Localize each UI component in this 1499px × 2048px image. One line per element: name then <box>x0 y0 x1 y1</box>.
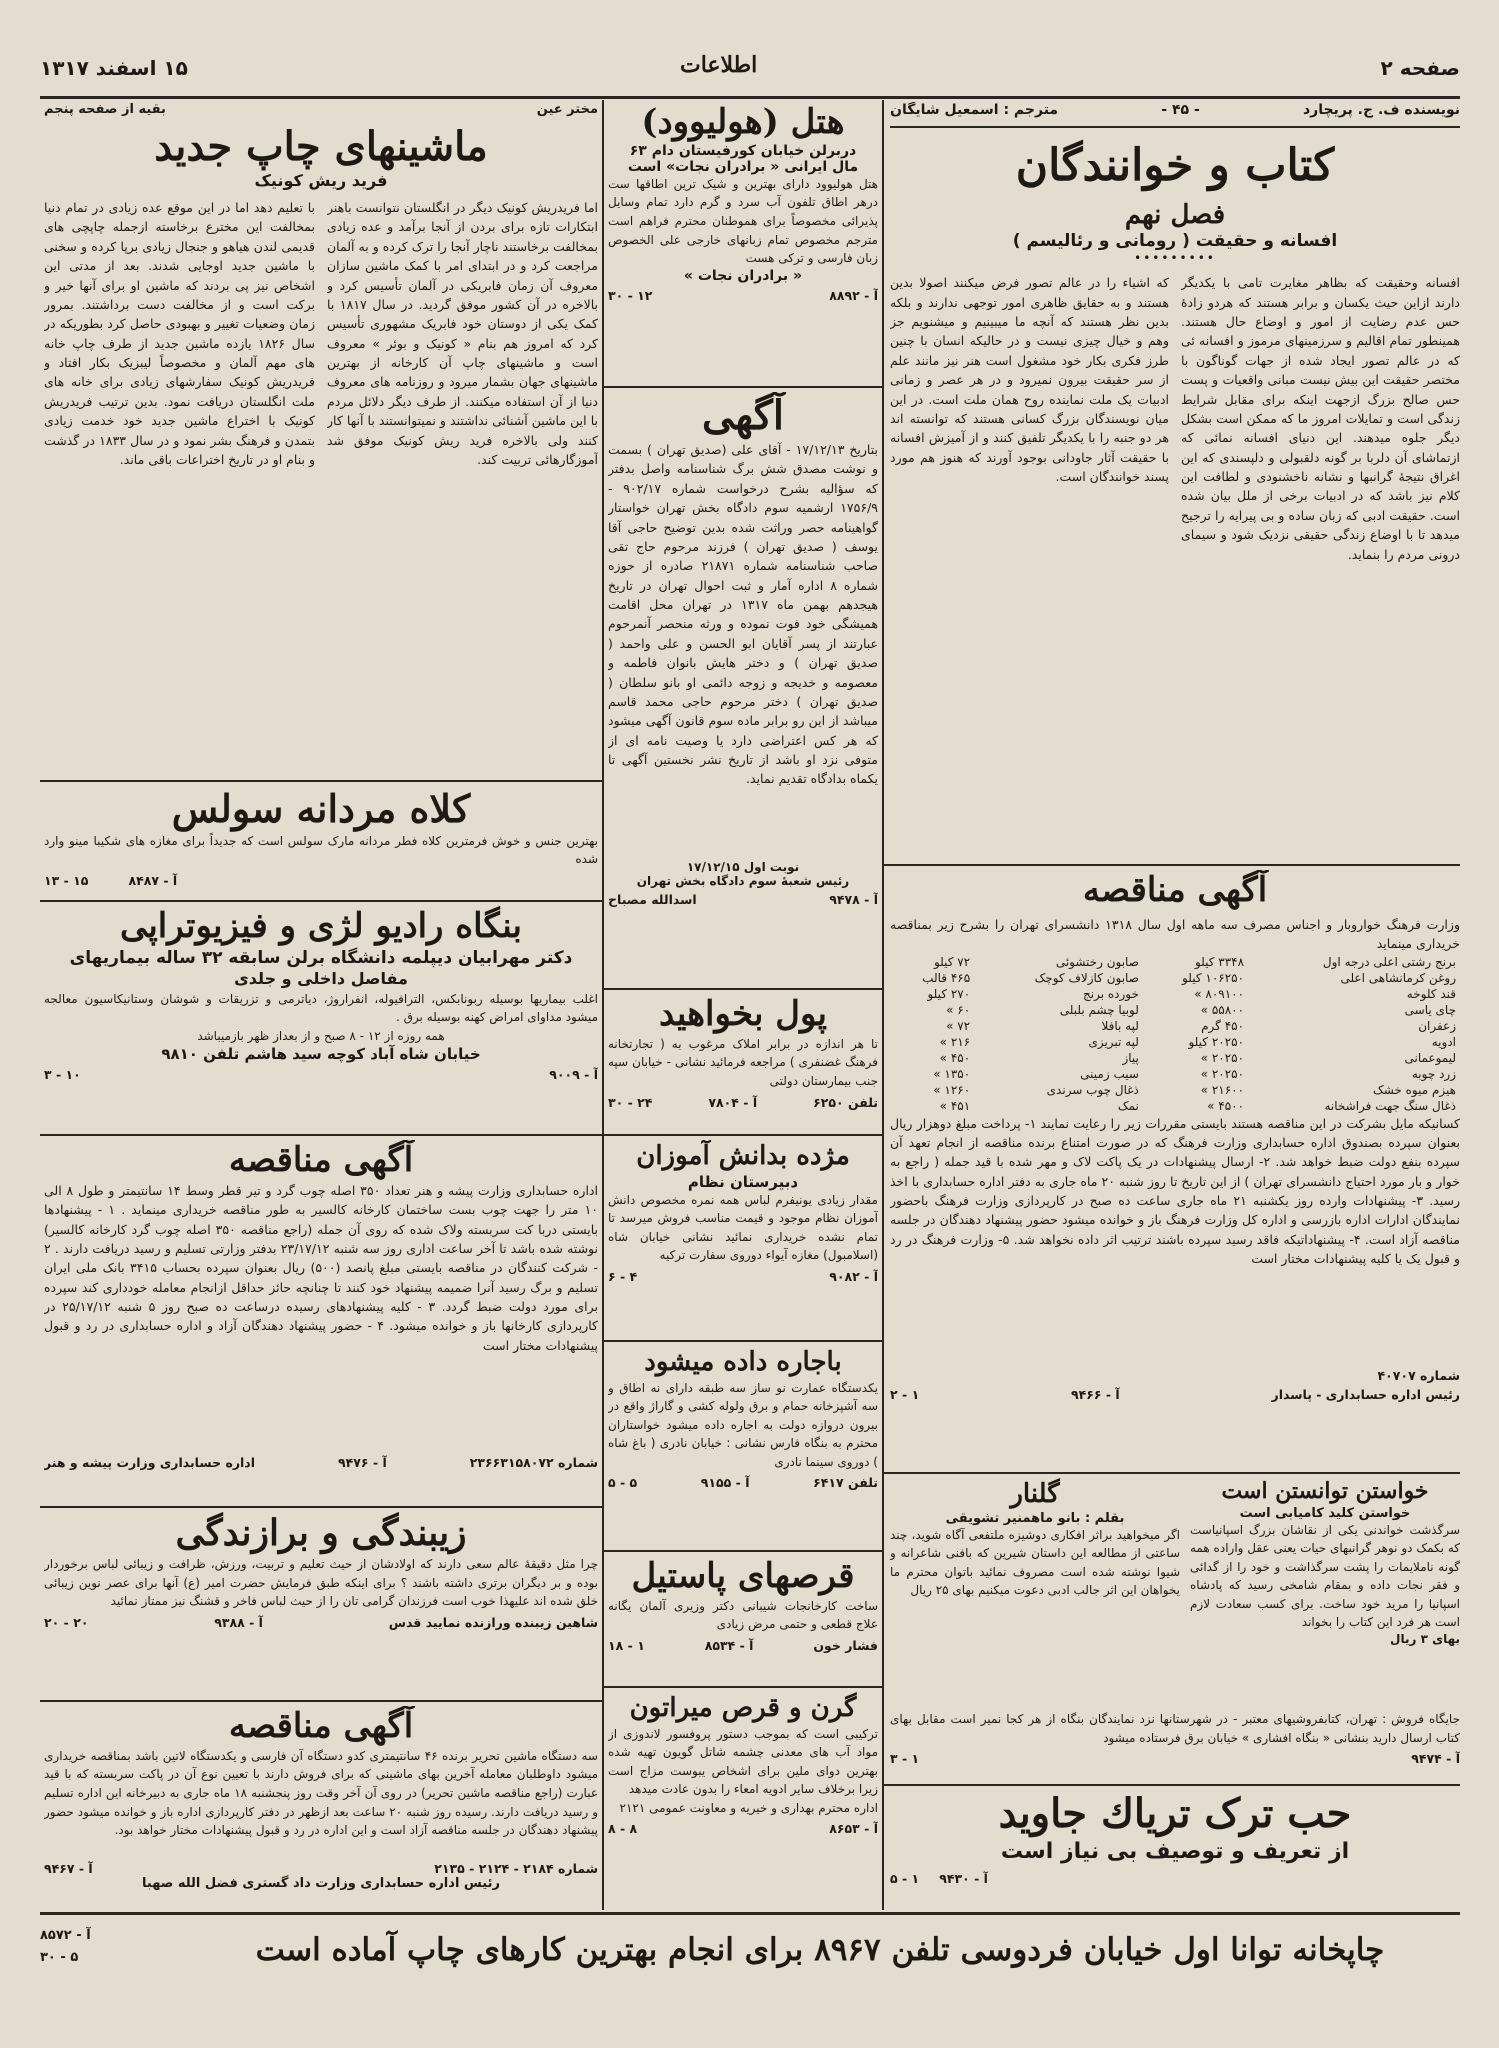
hats-date: ۱۵ - ۱۳ <box>44 872 89 888</box>
pastil-ad <box>608 1556 878 1682</box>
tender-right-adnum: آ - ۹۴۶۶ <box>1071 1386 1120 1402</box>
printing-subtitle: فرید ریش کونیک <box>254 171 388 190</box>
money-ad <box>608 994 878 1130</box>
footer-banner <box>40 1920 1460 1990</box>
wish-title: خواستن توانستن است <box>1221 1478 1429 1504</box>
school-ad <box>608 1140 878 1336</box>
tender-cell: ۷۲ کیلو <box>933 954 971 969</box>
tender-cell: ۴۵۰۰ » <box>1207 1098 1245 1113</box>
tender-right-table <box>890 954 1460 1114</box>
section-rule <box>40 1506 602 1508</box>
tender-row <box>890 1082 1460 1098</box>
hotel-ad <box>608 102 878 382</box>
beauty-date: ۲۰ - ۲۰ <box>44 1614 89 1630</box>
tender-cell: لوبیا چشم بلبلی <box>1059 1002 1139 1017</box>
beauty-adnum: آ - ۹۳۸۸ <box>214 1614 263 1630</box>
tender-cell: پیاز <box>1122 1050 1139 1065</box>
footer-num-right: آ - ۸۵۷۲ <box>40 1928 91 1943</box>
pastil-date: ۱ - ۱۸ <box>608 1637 645 1653</box>
radio-title: بنگاه رادیو لژی و فیزیوتراپی <box>120 906 522 946</box>
page-label: صفحه ۲ <box>1380 56 1460 80</box>
radio-doctor: دکتر مهرابیان دیپلمه دانشگاه برلن سابقه ۳۲ ساله بیماریهای <box>69 947 573 968</box>
golnar-author: بقلم : بانو ماهمنیر تشویقی <box>945 1510 1125 1526</box>
wish-price: بهای ۳ ریال <box>1390 1632 1460 1647</box>
wish-subtitle: خواستن کلید کامیابی است <box>1239 1505 1411 1521</box>
tender-cell: نمک <box>1117 1098 1139 1113</box>
hotel-body: هتل هولیوود دارای بهترین و شیک ترین اطاقها ست درهر اطاق تلفون آب سرد و گرم دارد تمام وسایل پذیرائی مخصوصاً برای هموطنان محترم فراهم است مترجم مخصوص تمام زبانهای خارجی علی الخصوص زبان فارسی و ترکی هست <box>608 176 878 266</box>
tender-bottom-office: رئیس اداره حسابداری وزارت داد گستری فضل الله صهبا <box>142 1875 500 1891</box>
tender-cell: روغن کرمانشاهی اعلی <box>1340 970 1456 985</box>
tender-cell: ذغال چوب سرندی <box>1046 1082 1139 1097</box>
footer-rule <box>40 1912 1460 1915</box>
serial-subtitle: افسانه و حقیقت ( رومانی و رئالیسم ) <box>1012 231 1338 252</box>
tender-cell: چای یاسی <box>1404 1002 1456 1017</box>
rent-ad <box>608 1346 878 1546</box>
meraton-title: گرن و قرص میراتون <box>629 1693 857 1723</box>
tender-left-adnum: آ - ۹۴۷۶ <box>338 1454 387 1470</box>
hats-body: بهترین جنس و خوش فرمترین کلاه فطر مردانه مارک سولس است که جدیداً برای مغازه های شکیبا مینو وارد شده <box>44 833 598 867</box>
tender-row <box>890 970 1460 986</box>
general-notice <box>608 392 878 984</box>
rent-body: یکدستگاه عمارت نو ساز سه طبقه دارای نه اطاق و سه آشپزخانه حمام و برق ولوله کشی و گاراژ واقع در بیرون دروازه دولت به اجاره داده میشود خواستاران محترم به بنگاه فارس نشانی : خیابان نادری ( باغ شاه ) دوروی سینما نادری <box>608 1380 878 1469</box>
tender-cell: ۱۳۵۰ » <box>933 1066 971 1081</box>
opium-title: حب ترک تریاك جاوید <box>998 1790 1352 1837</box>
tender-cell: لپه بافلا <box>1101 1018 1139 1033</box>
serial-chapter: فصل نهم <box>1124 199 1226 230</box>
tender-bottom-body: سه دستگاه ماشین تحریر برنده ۴۶ سانتیمتری کدو دستگاه آن فارسی و یکدستگاه لاتین باشد بمناقصه خریداری میشود داوطلبان معامله آخرین بهای ماشینی که برای فروش دارند با تعیین نوع آن در پاکت سربسته که با قید عبارت (راجع مناقصه ماشین تحریر) در روی آن آخر وقت روز پنجشنبه ۱۸ ماه جاری به دبیرخانه این اداره تسلیم و رسید دریافت دارند. رسیده روز شنبه ۲۰ ساعت بعد ازظهر در دفتر کارپردازی اداره باز و خوانده میشود حضور پیشنهاد دهندگان در جلسه مناقصه آزاد است و این اداره در رد و قبول پیشنهادات مختار خواهد بود. <box>44 1748 598 1838</box>
pastil-adnum: آ - ۸۵۳۴ <box>704 1637 754 1653</box>
tender-cell: ۲۱۶ » <box>939 1034 971 1049</box>
issue-date: ۱۵ اسفند ۱۳۱۷ <box>40 56 188 80</box>
section-rule <box>604 988 882 990</box>
section-rule <box>604 1686 882 1688</box>
tender-ad-left <box>44 1140 598 1504</box>
tender-right-title: آگهی مناقصه <box>1082 870 1268 910</box>
sale-date: ۱ - ۳ <box>890 1751 920 1767</box>
meraton-date: ۸ - ۸ <box>608 1821 638 1837</box>
tender-cell: ۷۲ » <box>946 1018 971 1033</box>
beauty-title: زیبندگی و برازندگی <box>175 1512 467 1554</box>
money-title: پول بخواهید <box>658 994 828 1034</box>
serial-title: کتاب و خوانندگان <box>1015 140 1335 191</box>
serial-number: - ۴۵ - <box>1161 102 1200 118</box>
hats-title: کلاه مردانه سولس <box>171 786 471 831</box>
tender-cell: ۲۰۲۵۰ » <box>1200 1066 1245 1081</box>
money-date: ۲۴ - ۳۰ <box>608 1094 653 1110</box>
tender-cell: ۲۷۰ کیلو <box>927 986 971 1001</box>
book-golnar-ad <box>890 1478 1180 1708</box>
tender-cell: خورده برنج <box>1083 986 1139 1001</box>
printing-column-right: اما فریدریش کونیک دیگر در انگلستان نتوانست باهنر ابتکارات تازه برای بردن از آنجا برآمد و عده زیادی بمخالفت برخاستند ناچار آنجا را ترک کرده و به آلمان مراجعت کرد و در ابتدای امر با کمک ماشین سازان معروف آن زمان فابریکی در آلمان تأسیس کرد و بالاخره در آن کشور موفق گردید. در سال ۱۸۱۷ با کمک یکی از دوستان خود فابریک مشهوری تأسیس کرد که امروز هم بنام « کونیک و بوئر » معروف است و ماشینهای چاپ آن کارخانه از بهترین ماشینهای جهان بشمار میرود و روزنامه های معروف دنیا از آن استفاده میکنند. از طرف دیگر دلائل مردم با این ماشین آشنائی نداشتند و نمیتوانستند با آنها کار کنند ولی بالاخره فرید ریش کونیک موفق شد آموزگارهائی تربیت کند. <box>327 200 598 467</box>
column-divider <box>882 100 884 1910</box>
tender-cell: هیزم میوه خشک <box>1372 1082 1456 1097</box>
tender-row <box>890 986 1460 1002</box>
footer-text: چاپخانه توانا اول خیابان فردوسی تلفن ۸۹۶۷ برای انجام بهترین کارهای چاپ آماده است <box>255 1932 1385 1968</box>
meraton-body: ترکیبی است که بموجب دستور پروفسور لاندوزی از مواد آب های معدنی چشمه شاتل گویون تهیه شده بهترین دوای ملین برای اشخاص یبوست مزاج است زیرا برخلاف سایر ادویه امعاء را بدون عادت میدهد <box>608 1726 878 1797</box>
printing-article <box>44 102 598 778</box>
tender-cell: برنج رشتی اعلی درجه اول <box>1322 954 1456 969</box>
tender-cell: ۱۲۶۰ » <box>933 1082 971 1097</box>
radio-body: اغلب بیماریها بوسیله ربونابکس، الترافیوله، انفراروژ، دیاترمی و تزریقات و شوشان وستانیکاسیون معالجه میشود مداوای امراض کهنه بوسیله برق . <box>44 991 598 1025</box>
tender-row <box>890 1098 1460 1114</box>
tender-ad-right <box>890 870 1460 1470</box>
tender-cell: ادویه <box>1431 1034 1456 1049</box>
tender-cell: ۴۵۱ » <box>939 1098 971 1113</box>
printing-title: ماشینهای چاپ جدید <box>154 123 488 170</box>
beauty-ad <box>44 1512 598 1696</box>
radio-ad <box>44 906 598 1130</box>
notice-body: بتاریخ ۱۷/۱۲/۱۳ - آقای علی (صدیق تهران ) بسمت و نوشت مصدق شش برگ شناسنامه واصل بدفتر که سؤالیه بشرح درخواست شماره ۹۰۲/۱۷ - ۱۷۵۶/۹ ارشمیه سوم دادگاه بخش تهران خواستار گواهینامه حصر وراثت شده بدین توضیح حاجی آقا یوسف ( صدیق تهران ) فرزند مرحوم حاج تقی صاحب شناسنامه شماره ۲۱۸۷۱ صادره از حوزه شماره ۸ اداره آمار و ثبت احوال تهران در تاریخ هیجدهم بهمن ماه ۱۳۱۷ در تهران محل اقامت همیشگی خود فوت نموده و ورثه منحصر آنمرحوم عبارتند از پسر آقایان ابو الحسن و علی واحمد ( صدیق تهران ) و دختر هایش بانوان فاطمه و معصومه و خدیجه و زوجه دائمی او بانو سلطان ( صدیق تهران ) دختر مرحوم حاجی محمد قاسم میباشد از این رو برابر ماده سوم قانون آگهی میشود که هر کس اعتراضی دارد یا وصیت نامه ای از متوفی نزد او باشد از تاریخ نشر نخستین آگهی تا یکماه بدادگاه تقدیم نماید. <box>608 442 878 787</box>
money-body: تا هر اندازه در برابر املاک مرغوب به ( تجارتخانه فرهنگ غضنفری ) مراجعه فرمائید نشانی - خیابان سپه جنب بیمارستان دولتی <box>608 1036 878 1088</box>
meraton-adnum: آ - ۸۶۵۳ <box>829 1821 878 1837</box>
tender-cell: سیب زمینی <box>1080 1066 1139 1081</box>
rent-adnum: آ - ۹۱۵۵ <box>700 1475 750 1491</box>
tender-row <box>890 1018 1460 1034</box>
opium-date: ۱ - ۵ <box>890 1870 920 1886</box>
radio-hours: همه روزه از ۱۲ - ۸ صبح و از بعداز ظهر بازمیباشد <box>197 1028 445 1043</box>
serial-author: نویسنده ف. ج. پریچارد <box>1302 102 1460 118</box>
radio-specialty: مفاصل داخلی و جلدی <box>234 968 408 988</box>
notice-title: آگهی <box>702 392 784 439</box>
footer-num-left: ۵ - ۳۰ <box>40 1950 79 1965</box>
serial-column-left: که اشیاء را در عالم تصور فرض میکنند اصولا بدین هستند و به حقایق ظاهری امور توجهی ندارند و بلکه بدین نظر هستند که آنچه ما میبینیم و میشنویم جز وهم و خیال چیزی نیست و در حالیکه انسان با چنین طرز فکری بکار خود مشغول است هنر نیز مانند علم از سر حقیقت بیرون نمیرود و در هر عصر و زمانی ادبیات یک ملت نماینده روح همان ملت است. در این میان نویسندگان بزرگ کسانی هستند که توانسته اند هر دو جنبه را با یکدیگر تلفیق کنند و از آمیزش افسانه با حقیقت آثار جاودانی بوجود آورند که هنوز هم مورد پسند خوانندگان است. <box>890 275 1169 485</box>
tender-row <box>890 1066 1460 1082</box>
tender-bottom-title: آگهی مناقصه <box>228 1706 414 1746</box>
wish-body: سرگذشت خواندنی یکی از نقاشان بزرگ اسپانیاست که بکمک دو نوهر گرانبهای حیات یعنی عقل واراده همه گونه ناملایمات را پشت سرگذاشت و خود را از گدائی و فقر نجات داده و بمقام شامخی رسید که پادشاه اسپانیا را مرید خود ساخت. برای کسب سعادت لازم است هر فرد این کتاب را بخواند <box>1190 1522 1460 1630</box>
hotel-line2: مال ایرانی « برادران نجات» است <box>627 158 859 175</box>
tender-cell: زرد چوبه <box>1411 1066 1456 1081</box>
section-rule <box>40 1700 602 1702</box>
school-title: مژده بدانش آموزان <box>636 1141 850 1171</box>
rent-title: باجاره داده میشود <box>644 1347 842 1377</box>
hotel-line1: دربرلن خیابان کورفیستان دام ۶۳ <box>629 142 857 159</box>
serial-ornament: ••••••••• <box>1134 251 1216 266</box>
beauty-shop: شاهین زیبنده ورازنده نمایید قدس <box>388 1614 598 1630</box>
tender-row <box>890 1034 1460 1050</box>
tender-left-body: اداره حسابداری وزارت پیشه و هنر تعداد ۳۵۰ اصله چوب گرد و تیر قطر وسط ۱۴ سانتیمتر و طول ۸ الی ۱۰ متر را جهت چوب بست ساختمان کارخانه کالسیر به طور مناقصه خریداری مینماید . ۱ - پیشنهادها بایستی دربا کت سربسته ولاک شده که روی آن جمله (راجع مناقصه ۳۵۰ اصله چوب گرد کارخانه کالسیر) نوشته شده باشد تا آخر ساعت اداری روز سه شنبه ۲۳/۱۷/۱۲ بدفتر وزارتی تسلیم و رسید دریافت دارند . ۲ - شرکت کنندگان در مناقصه بایستی مبلغ پانصد (۵۰۰) ریال بعنوان سپرده بحساب ۳۴۱۵ بانک ملی ایران تسلیم و برگ رسید آنرا ضمیمه پیشنهاد خود کنند تا چنانچه حائز حداقل ازانجام معامله خودداری کند سپرده برای مورد دولت ضبط گردد. ۳ - کلیه پیشنهادهای رسیده درساعت ده صبح روز ۵ شنبه ۲۵/۱۷/۱۲ در کارپردازی کارخانها باز و خوانده میشود. ۴ - حضور پیشنهاد دهندگان آزاد و اداره حسابداری در رد و قبول پیشنهادات مختار است <box>44 1182 598 1353</box>
hotel-adnum: آ - ۸۸۹۲ <box>829 287 878 303</box>
tender-cell: ۴۵۰ » <box>939 1050 971 1065</box>
tender-cell: ۲۱۶۰۰ » <box>1200 1082 1245 1097</box>
notice-date: نوبت اول ۱۷/۱۲/۱۵ <box>686 860 800 874</box>
golnar-title: گلنار <box>1010 1479 1060 1509</box>
school-subtitle: دبیرستان نظام <box>687 1172 799 1191</box>
book-wish-ad <box>1190 1478 1460 1708</box>
opium-adnum: آ - ۹۴۳۰ <box>939 1870 988 1886</box>
tender-left-title: آگهی مناقصه <box>228 1140 414 1180</box>
tender-cell: ۲۰۲۵۰ کیلو <box>1188 1034 1245 1049</box>
meraton-agent: اداره محترم بهداری و خیریه و معاونت عمومی ۲۱۲۱ <box>619 1800 878 1815</box>
serial-rule <box>890 126 1460 128</box>
printing-byline: بقیه از صفحه پنجم <box>44 102 166 117</box>
tender-row <box>890 1050 1460 1066</box>
school-date: ۴ - ۶ <box>608 1268 638 1284</box>
section-rule <box>40 900 602 902</box>
tender-cell: ۴۶۵ قالب <box>922 970 971 985</box>
serial-story <box>890 102 1460 862</box>
hotel-signature: « برادران نجات » <box>683 267 803 284</box>
tender-right-chief: رئیس اداره حسابداری - پاسدار <box>1271 1386 1460 1402</box>
tender-cell: ذغال سنگ جهت فراشخانه <box>1324 1098 1456 1113</box>
tender-cell: ۵۵۸۰۰ » <box>1200 1002 1245 1017</box>
money-adnum: آ - ۷۸۰۴ <box>708 1094 758 1110</box>
pastil-body: ساخت کارخانجات شیبانی دکتر وزیری آلمان یگانه علاج قطعی و حتمی مرض زیادی <box>608 1598 878 1632</box>
pastil-title: قرصهای پاستیل <box>631 1556 855 1596</box>
tender-left-number: شماره ۲۳۶۶۳۱۵۸۰۷۲ <box>469 1454 598 1470</box>
beauty-body: چرا مثل دقیقهٔ عالم سعی دارند که اولادشان از حیث تعلیم و تربیت، ورزش، ظرافت و زیبائی لباس برخوردار بوده و بر دیگران برتری داشته باشند ؟ برای اینکه طبق فرمایش حضرت امیر (ع) آنها برای عصر نوین زیبائی خلق شده اند علیهذا خوب است فرزندان گرامی تان را از حیث لباس فاخر و قشنگ نیز ممتاز نمائید <box>44 1557 598 1609</box>
tender-cell: ۲۰۲۵۰ » <box>1200 1050 1245 1065</box>
hats-adnum: آ - ۸۴۸۷ <box>128 872 178 888</box>
tender-right-intro: وزارت فرهنگ خواروبار و اجناس مصرف سه ماهه اول سال ۱۳۱۸ دانشسرای تهران را بشرح زیر بمناقصه خریداری مینماید <box>890 916 1460 952</box>
school-body: مقدار زیادی یونیفرم لباس همه نمره مخصوص دانش آموزان نظام موجود و قیمت مناسب فروش میرسد تا تمام نشده خریداری نمائید نشانی خیابان شاه (اسلامبول) مغازه آیواء دوروی سفارت ترکیه <box>608 1192 878 1263</box>
money-phone: تلفن ۶۲۵۰ <box>813 1094 878 1110</box>
tender-row <box>890 954 1460 970</box>
section-rule <box>604 1340 882 1342</box>
tender-right-number: شماره ۴۰۷۰۷ <box>1377 1367 1460 1383</box>
printing-byline-left: مختر عین <box>536 102 598 117</box>
golnar-body: اگر میخواهید براثر افکاری دوشیزه ملتفعی آگاه شوید، چند ساعتی از مطالعه این داستان شیرین که بافنی شاعرانه و شیوا نوشته شده است مصروف نمائید باتوان محترم ما یخواهان این اثر جالب ادبی دعوت میکنیم بهای ۲۵ ریال <box>890 1527 1180 1598</box>
radio-address: خیابان شاه آباد کوچه سید هاشم تلفن ۹۸۱۰ <box>161 1045 481 1064</box>
tender-cell: ۱۰۶۲۵۰ کیلو <box>1182 970 1245 985</box>
notice-signer: اسدالله مصباح <box>608 892 697 907</box>
opium-ad <box>890 1790 1460 1908</box>
notice-adnum: آ - ۹۴۷۸ <box>829 892 878 907</box>
tender-right-date: ۱ - ۲ <box>890 1386 920 1402</box>
pastil-pressure: فشار خون <box>813 1637 878 1653</box>
meraton-ad <box>608 1692 878 1908</box>
tender-bottom-number: شماره ۲۱۸۴ - ۲۱۲۴ - ۲۱۳۵ <box>434 1860 598 1876</box>
school-adnum: آ - ۹۰۸۲ <box>829 1268 878 1284</box>
hotel-date: ۱۲ - ۳۰ <box>608 287 653 303</box>
tender-ad-bottom <box>44 1706 598 1908</box>
tender-cell: قند کلوخه <box>1406 986 1456 1001</box>
tender-right-body: کسانیکه مایل بشرکت در این مناقصه هستند بایستی مقررات زیر را رعایت نمایند ۱- پرداخت مبلغ دوهزار ریال بعنوان سپرده بصندوق اداره حسابداری وزارت فرهنگ که در صورت امتناع برنده مناقصه از انجام تعهد آن سپرده بنفع دولت ضبط خواهد شد. ۲- ارسال پیشنهادات در یک پاکت لاک و مهر شده با قید جمله ( راجع به خوار و بار مورد احتیاج دانشسرای تهران ) از این تاریخ تا روز شنبه ۲۰ ماه جاری به دفتر اداره حسابداری با اخذ رسید. ۳- پیشنهادات وارده روز یکشنبه ۲۱ ماه جاری ساعت ده صبح در کارپردازی وزارت فرهنگ باحضور نمایندگان ادارات اداره بازرسی و اداره کل وزارت فرهنگ باز و خوانده میشود حضور پیشنهاد دهندگان در جلسه مناقصه آزاد است. ۴- پیشنهاداتیکه فاقد رسید سپرده باشند ترتیب اثر داده نخواهد شد. ۵- وزارت فرهنگ در رد و قبول یک یا کلیه پیشنهادات مختار است <box>890 1115 1460 1267</box>
section-rule <box>884 864 1460 866</box>
printing-column-left: با تعلیم دهد اما در این موقع عده زیادی در تمام دنیا بمخالفت این مخترع برخاسته ازجمله چاپچی های قدیمی لندن هیاهو و جنجال زیادی برپا کرده و سخنی با ماشین جدید اوجایی شدند. بعد از مدتی این اشخاص نیز پی بردند که ماشین او برای آنها خیر و برکت است و از مخالفت دست برداشتند. بمرور زمان وضعیات تغییر و بهبودی حاصل کرد بطوریکه در سال ۱۸۲۶ یازده ماشین جدید از طرف چاپ خانه های مهم آلمان و مخصوصاً لیبزیک بکار افتاد و فریدریش کونیک سفارشهای زیادی برای خانه های ملت انگلستان دریافت نمود. بدین ترتیب فریدریش کونیک با اختراع ماشین جدید خود خدمت زیادی بتمدن و فرهنگ بشر نمود و در سال ۱۸۳۳ در گذشت و بنام او در تاریخ اختراعات باقی ماند. <box>44 200 315 467</box>
hats-ad <box>44 786 598 896</box>
tender-cell: ۴۵۰ گرم <box>1201 1018 1245 1033</box>
section-rule <box>884 1472 1460 1474</box>
rent-phone: تلفن ۶۴۱۷ <box>813 1475 878 1491</box>
tender-cell: لپه تبریزی <box>1088 1034 1139 1049</box>
sale-adnum: آ - ۹۴۷۴ <box>1411 1751 1460 1767</box>
tender-row <box>890 1002 1460 1018</box>
column-divider <box>602 100 604 1910</box>
tender-cell: زعفران <box>1418 1018 1456 1033</box>
section-rule <box>40 780 602 782</box>
page-header <box>40 48 1460 88</box>
header-rule <box>40 96 1460 99</box>
paper-name: اطلاعات <box>680 52 758 78</box>
serial-column-right: افسانه وحقیقت که بظاهر مغایرت تامی با یکدیگر دارند ازاین حیث یکسان و برابر هستند که هردو زادهٔ حس عدم رضایت از امور و اوضاع حال هستند. همینطور تمام اقالیم و سرزمینهای مرموز و افسانه ئی که در عالم تصور ایجاد شده از جهات گوناگون با مختصر حقیقت این بیش نیست مبانی واقعیات و پست حس صالح بزرگ ازجهت اینکه برای مقابل شرایط زندگی است و تمایلات امروز ما که ممکن است بشکل دیگر جلوه میدهند. این دنیای افسانه نمائی که ازتماشای آن دلربا بر گونه دلقبولی و دلپسندی که این اغراق نتیجهٔ گرانبها و نشانه ناخشنودی و لطافت این کلام نیز باشد که در ادبیات برخی از ملل بیان شده است. حقیقت ادبی که زبان ساده و بی پیرایه را ترجیح میدهد تا با اوضاع زندگی حقیقی نزدیک شود و سیمای درونی مردم را بنماید. <box>1181 275 1460 562</box>
section-rule <box>604 1134 882 1136</box>
section-rule <box>40 1134 602 1136</box>
tender-left-office: اداره حسابداری وزارت پیشه و هنر <box>44 1454 256 1470</box>
tender-cell: ۳۳۴۸ کیلو <box>1194 954 1245 969</box>
tender-cell: صابون کازلاف کوچک <box>1034 970 1139 985</box>
notice-chief: رئیس شعبهٔ سوم دادگاه بخش تهران <box>636 874 850 888</box>
section-rule <box>604 386 882 388</box>
tender-bottom-adnum: آ - ۹۴۶۷ <box>44 1860 93 1876</box>
hotel-title: هتل (هولیوود) <box>641 102 845 142</box>
section-rule <box>604 1550 882 1552</box>
tender-cell: لیموعمانی <box>1404 1050 1456 1065</box>
opium-subtitle: از تعریف و توصیف بی نیاز است <box>1000 1839 1350 1864</box>
book-sale-info <box>890 1710 1460 1780</box>
serial-translator: مترجم : اسمعیل شایگان <box>890 102 1059 118</box>
radio-adnum: آ - ۹۰۰۹ <box>549 1067 598 1083</box>
sale-body: جایگاه فروش : تهران، کتابفروشیهای معتبر - در شهرستانها نزد نمایندگان بنگاه از هر کجا نمیر است مقابل بهای کتاب ارسال دارید بنشانی « بنگاه افشاری » خیابان برق فرستاده میشود <box>890 1712 1460 1745</box>
section-rule <box>884 1784 1460 1786</box>
radio-date: ۱۰ - ۳ <box>44 1067 81 1083</box>
tender-cell: صابون رختشوئی <box>1055 954 1139 969</box>
tender-cell: ۶۰ » <box>946 1002 971 1017</box>
rent-date: ۵ - ۵ <box>608 1475 638 1491</box>
tender-cell: ۸۰۹۱۰۰ » <box>1194 986 1245 1001</box>
